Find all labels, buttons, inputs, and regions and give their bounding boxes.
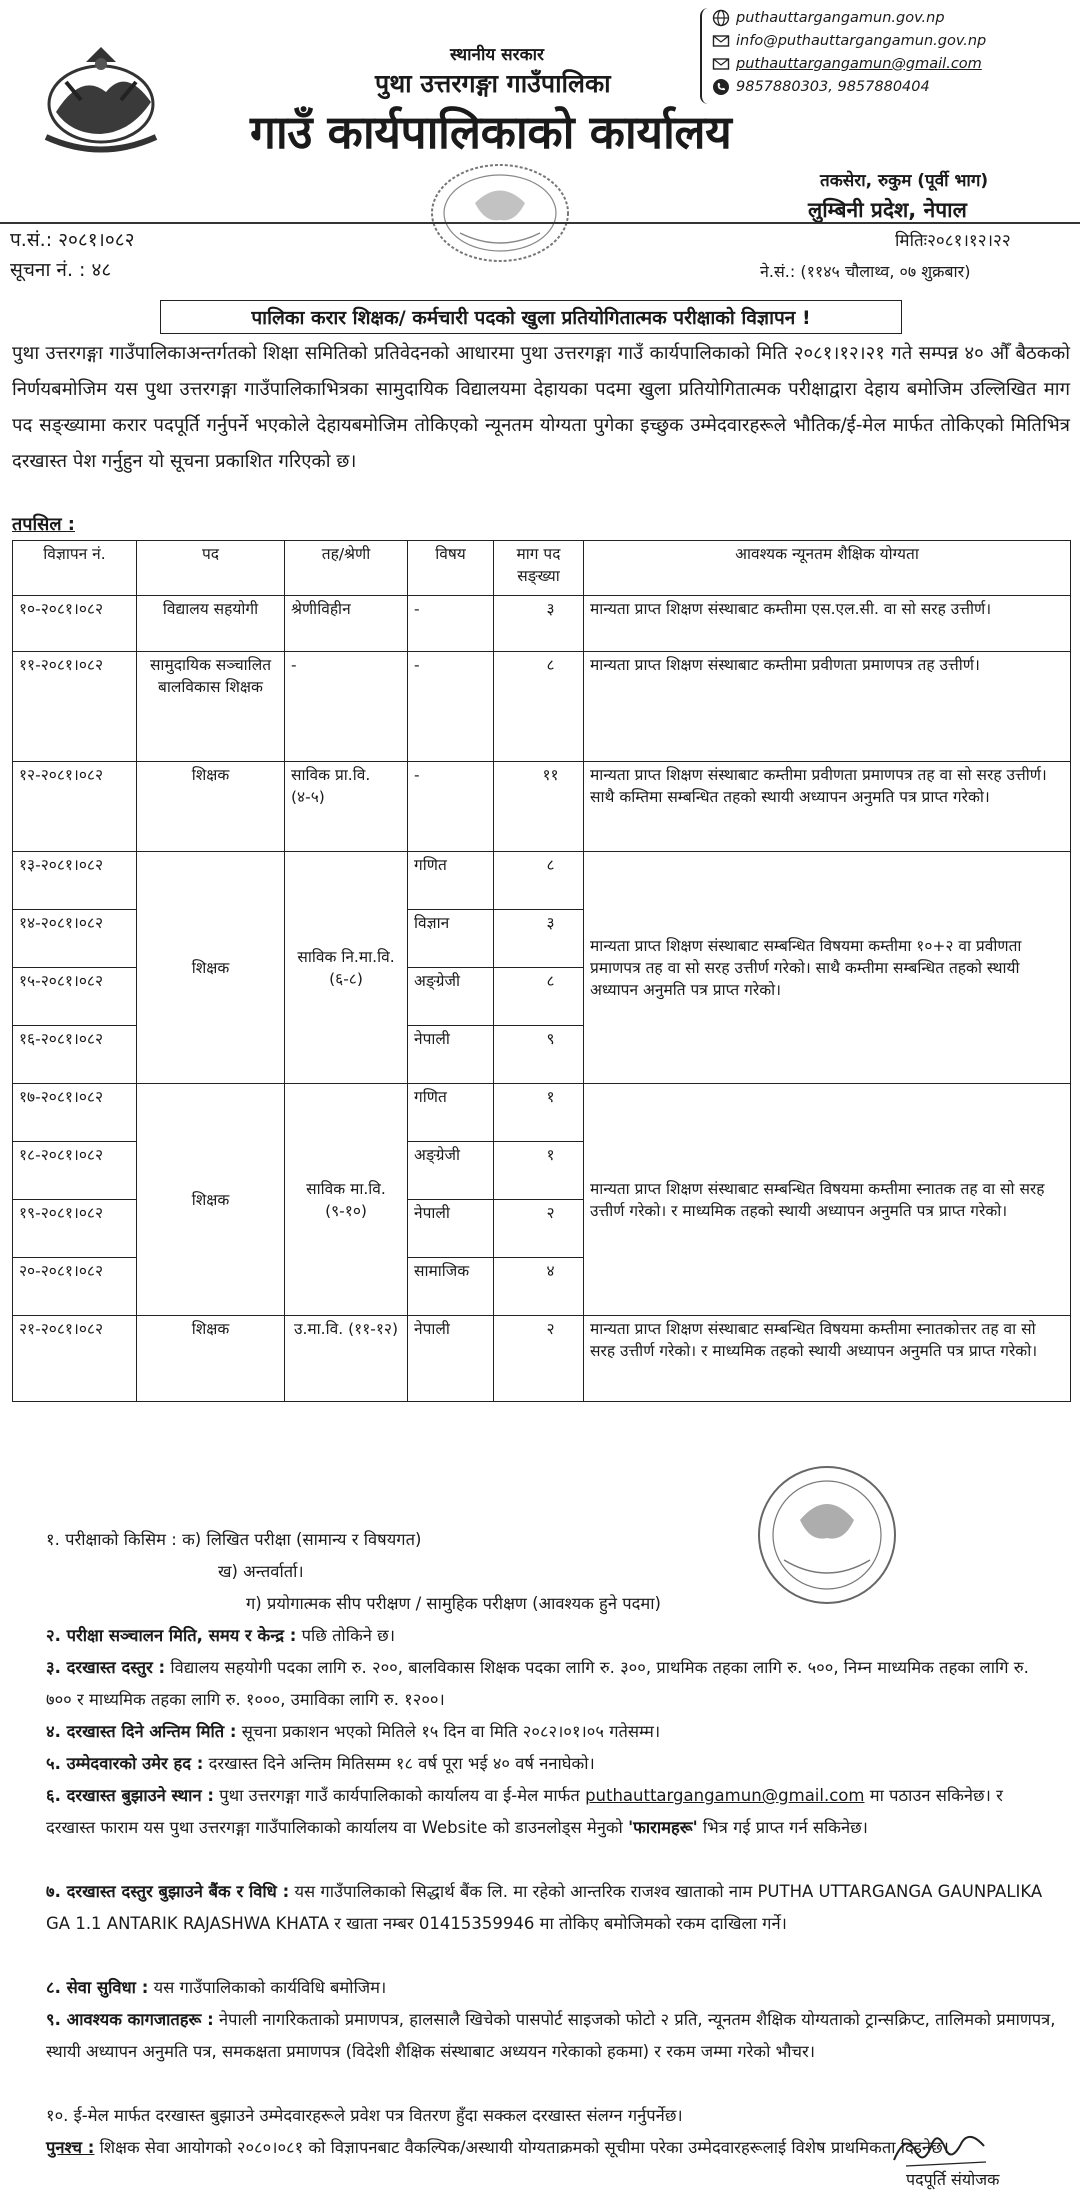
header-level: तह/श्रेणी <box>285 541 408 596</box>
term-6-label: ६. दरखास्त बुझाउने स्थान : <box>46 1786 214 1805</box>
email-gmail-text[interactable]: puthauttargangamun@gmail.com <box>736 55 982 72</box>
term-8-label: ८. सेवा सुविधा : <box>46 1978 149 1997</box>
term-5 <box>46 1748 1056 1780</box>
term-6-text-3: भित्र गई प्राप्त गर्न सकिनेछ। <box>702 1818 868 1837</box>
term-2 <box>46 1620 1056 1652</box>
term-6-text: पुथा उत्तरगङ्गा गाउँ कार्यपालिकाको कार्यालय वा ई-मेल मार्फत <box>219 1786 580 1805</box>
subject-cell: नेपाली <box>408 1316 494 1402</box>
term-2-label: २. परीक्षा सञ्चालन मिति, समय र केन्द्र : <box>46 1626 297 1645</box>
signature-icon <box>886 2122 996 2172</box>
subject-cell: नेपाली <box>408 1200 494 1258</box>
qualification-cell: मान्यता प्राप्त शिक्षण संस्थाबाट सम्बन्धित विषयमा कम्तीमा स्नातक तह वा सो सरह उत्तीर्ण गरेको। र माध्यमिक तहको स्थायी अध्यापन अनुमति पत्र प्राप्त गरेको। <box>584 1084 1071 1316</box>
email-official-text[interactable]: info@puthauttargangamun.gov.np <box>736 32 987 49</box>
schedule-label: तपसिल : <box>12 514 75 535</box>
term-1-c: ग) प्रयोगात्मक सीप परीक्षण / सामुहिक परीक्षण (आवश्यक हुने पदमा) <box>246 1594 661 1613</box>
header-qualification: आवश्यक न्यूनतम शैक्षिक योग्यता <box>584 541 1071 596</box>
mail-icon <box>712 55 730 73</box>
post-cell: सामुदायिक सञ्चालित बालविकास शिक्षक <box>137 652 285 762</box>
demand-cell: ८ <box>494 852 584 910</box>
post-cell: विद्यालय सहयोगी <box>137 596 285 652</box>
demand-cell: ८ <box>494 968 584 1026</box>
demand-cell: ९ <box>494 1026 584 1084</box>
phone-line <box>712 75 1062 98</box>
phone-icon <box>712 78 730 96</box>
term-6-email[interactable]: puthauttargangamun@gmail.com <box>585 1786 865 1805</box>
level-cell: - <box>285 652 408 762</box>
table-row <box>13 1084 1071 1142</box>
term-1-a: क) लिखित परीक्षा (सामान्य र विषयगत) <box>182 1530 422 1549</box>
vacancy-table <box>12 540 1071 1402</box>
ad-number: १२-२०८१।०८२ <box>13 762 137 852</box>
demand-cell: २ <box>494 1316 584 1402</box>
subject-cell: अङ्ग्रेजी <box>408 1142 494 1200</box>
header-subject: विषय <box>408 541 494 596</box>
table-row <box>13 852 1071 910</box>
term-6-text-2: मा पठाउन सकिनेछ। र दरखास्त फाराम यस पुथा उत्तरगङ्गा गाउँपालिकाको कार्यालय वा Website को डाउनलोड्स मेनुको <box>46 1786 1003 1837</box>
term-10: १०. ई-मेल मार्फत दरखास्त बुझाउने उम्मेदवारहरूले प्रवेश पत्र वितरण हुँदा सक्कल दरखास्त संलग्न गर्नुपर्नेछ। <box>46 2106 683 2125</box>
office-stamp-icon <box>425 158 575 268</box>
phone-text[interactable]: 9857880303, 9857880404 <box>736 78 930 95</box>
qualification-cell: मान्यता प्राप्त शिक्षण संस्थाबाट कम्तीमा प्रवीणता प्रमाणपत्र तह वा सो सरह उत्तीर्ण। साथै कम्तिमा सम्बन्धित तहको स्थायी अध्यापन अनुमति पत्र प्राप्त गरेको। <box>584 762 1071 852</box>
ad-number: ११-२०८१।०८२ <box>13 652 137 762</box>
qualification-cell: मान्यता प्राप्त शिक्षण संस्थाबाट सम्बन्धित विषयमा कम्तीमा स्नातकोत्तर तह वा सो सरह उत्तीर्ण गरेको। र माध्यमिक तहको स्थायी अध्यापन अनुमति पत्र प्राप्त गरेको। <box>584 1316 1071 1402</box>
term-6-forms-menu: 'फारामहरू' <box>628 1818 698 1837</box>
post-cell: शिक्षक <box>137 852 285 1084</box>
office-title: गाउँ कार्यपालिकाको कार्यालय <box>250 105 732 159</box>
subject-cell: गणित <box>408 1084 494 1142</box>
table-row <box>13 762 1071 852</box>
level-cell: श्रेणीविहीन <box>285 596 408 652</box>
demand-cell: ११ <box>494 762 584 852</box>
ad-number: २०-२०८१।०८२ <box>13 1258 137 1316</box>
ad-number: १३-२०८१।०८२ <box>13 852 137 910</box>
header-ad-no: विज्ञापन नं. <box>13 541 137 596</box>
contact-block <box>712 6 1062 98</box>
table-row <box>13 652 1071 762</box>
municipality-name: पुथा उत्तरगङ्गा गाउँपालिका <box>375 69 611 98</box>
demand-cell: २ <box>494 1200 584 1258</box>
demand-cell: ४ <box>494 1258 584 1316</box>
demand-cell: १ <box>494 1142 584 1200</box>
term-7 <box>46 1876 1056 1940</box>
qualification-cell: मान्यता प्राप्त शिक्षण संस्थाबाट सम्बन्धित विषयमा कम्तीमा १०+२ वा प्रवीणता प्रमाणपत्र तह वा सो सरह उत्तीर्ण गरेको। साथै कम्तीमा सम्बन्धित तहको स्थायी अध्यापन अनुमति पत्र प्राप्त गरेको। <box>584 852 1071 1084</box>
term-7-label: ७. दरखास्त दस्तुर बुझाउने बैंक र विधि : <box>46 1882 290 1901</box>
level-cell: साविक प्रा.वि. (४-५) <box>285 762 408 852</box>
notice-date: मितिः२०८१।१२।२२ <box>895 231 1011 251</box>
post-cell: शिक्षक <box>137 1316 285 1402</box>
demand-cell: १ <box>494 1084 584 1142</box>
ad-number: १७-२०८१।०८२ <box>13 1084 137 1142</box>
email-official-line <box>712 29 1062 52</box>
subject-cell: - <box>408 762 494 852</box>
email-gmail-line <box>712 52 1062 75</box>
term-1 <box>46 1524 1056 1556</box>
term-9-text: नेपाली नागरिकताको प्रमाणपत्र, हालसालै खिचेको पासपोर्ट साइजको फोटो २ प्रति, न्यूनतम शैक्षिक योग्यताको ट्रान्सक्रिप्ट, तालिमको प्रमाणपत्र, स्थायी अध्यापन अनुमति पत्र, समकक्षता प्रमाणपत्र (विदेशी शैक्षिक संस्थाबाट अध्ययन गरेकाको हकमा) र रकम जम्मा गरेको भौचर। <box>46 2010 1056 2061</box>
postscript-label: पुनश्च : <box>46 2138 95 2157</box>
demand-cell: ८ <box>494 652 584 762</box>
term-9 <box>46 2004 1056 2068</box>
post-cell: शिक्षक <box>137 1084 285 1316</box>
province-line: लुम्बिनी प्रदेश, नेपाल <box>808 198 967 222</box>
postscript-text: शिक्षक सेवा आयोगको २०८०।०८१ को विज्ञापनबाट वैकल्पिक/अस्थायी योग्यताक्रमको सूचीमा परेका उम्मेदवारहरूलाई विशेष प्राथमिकता दिइनेछ। <box>99 2138 949 2157</box>
term-1-label: १. परीक्षाको किसिम : <box>46 1530 177 1549</box>
level-cell: उ.मा.वि. (११-१२) <box>285 1316 408 1402</box>
term-5-label: ५. उम्मेदवारको उमेर हद : <box>46 1754 204 1773</box>
signatory-role: पदपूर्ति संयोजक <box>906 2170 1000 2189</box>
term-9-label: ९. आवश्यक कागजातहरू : <box>46 2010 214 2029</box>
term-5-text: दरखास्त दिने अन्तिम मितिसम्म १८ वर्ष पूरा भई ४० वर्ष ननाघेको। <box>208 1754 595 1773</box>
ad-number: १८-२०८१।०८२ <box>13 1142 137 1200</box>
globe-icon <box>712 9 730 27</box>
address-line: तकसेरा, रुकुम (पूर्वी भाग) <box>820 171 989 191</box>
term-8 <box>46 1972 1056 2004</box>
notice-intro: पुथा उत्तरगङ्गा गाउँपालिकाअन्तर्गतको शिक्षा समितिको प्रतिवेदनको आधारमा पुथा उत्तरगङ्गा गाउँ कार्यपालिकाको मिति २०८१।१२।२१ गते सम्पन्न ४० औँ बैठकको निर्णयबमोजिम यस पुथा उत्तरगङ्गा गाउँपालिकाभित्रका सामुदायिक विद्यालयमा देहायका पदमा खुला प्रतियोगितात्मक परीक्षाद्वारा देहाय बमोजिम उल्लिखित माग पद सङ्ख्यामा करार पदपूर्ति गर्नुपर्ने भएकोले देहायबमोजिम तोकिएको न्यूनतम योग्यता पुगेका इच्छुक उम्मेदवारहरूले भौतिक/ई-मेल मार्फत तोकिएको मितिभित्र दरखास्त पेश गर्नुहुन यो सूचना प्रकाशित गरिएको छ। <box>12 343 1070 472</box>
website-line <box>712 6 1062 29</box>
ad-number: २१-२०८१।०८२ <box>13 1316 137 1402</box>
header-divider <box>0 222 1080 224</box>
mail-icon <box>712 32 730 50</box>
term-7-text: यस गाउँपालिकाको सिद्धार्थ बैंक लि. मा रहेको आन्तरिक राजश्व खाताको नाम PUTHA UTTARGANGA GAUNPALIKA GA 1.1 ANTARIK RAJASHWA KHATA र खाता नम्बर 01415359946 मा तोकिए बमोजिमको रकम दाखिला गर्ने। <box>46 1882 1043 1933</box>
nepal-emblem-icon <box>26 42 176 162</box>
table-row <box>13 1316 1071 1402</box>
ad-number: १९-२०८१।०८२ <box>13 1200 137 1258</box>
ad-number: १०-२०८१।०८२ <box>13 596 137 652</box>
qualification-cell: मान्यता प्राप्त शिक्षण संस्थाबाट कम्तीमा एस.एल.सी. वा सो सरह उत्तीर्ण। <box>584 596 1071 652</box>
subject-cell: - <box>408 652 494 762</box>
local-government-label: स्थानीय सरकार <box>450 45 545 65</box>
subject-cell: - <box>408 596 494 652</box>
table-header-row <box>13 541 1071 596</box>
qualification-cell: मान्यता प्राप्त शिक्षण संस्थाबाट कम्तीमा प्रवीणता प्रमाणपत्र तह उत्तीर्ण। <box>584 652 1071 762</box>
ad-number: १६-२०८१।०८२ <box>13 1026 137 1084</box>
reference-number: प.सं.: २०८१।०८२ <box>10 229 135 251</box>
term-3 <box>46 1652 1056 1716</box>
header-demand: माग पद सङ्ख्या <box>494 541 584 596</box>
subject-cell: विज्ञान <box>408 910 494 968</box>
subject-cell: नेपाली <box>408 1026 494 1084</box>
post-cell: शिक्षक <box>137 762 285 852</box>
notice-heading: पालिका करार शिक्षक/ कर्मचारी पदको खुला प्रतियोगितात्मक परीक्षाको विज्ञापन ! <box>160 300 902 334</box>
subject-cell: सामाजिक <box>408 1258 494 1316</box>
term-8-text: यस गाउँपालिकाको कार्यविधि बमोजिम। <box>153 1978 387 1997</box>
term-4-label: ४. दरखास्त दिने अन्तिम मिति : <box>46 1722 237 1741</box>
level-cell: साविक मा.वि. (९-१०) <box>285 1084 408 1316</box>
table-row <box>13 596 1071 652</box>
demand-cell: ३ <box>494 910 584 968</box>
term-3-text: विद्यालय सहयोगी पदका लागि रु. २००, बालविकास शिक्षक पदका लागि रु. ३००, प्राथमिक तहका लागि रु. ५००, निम्न माध्यमिक तहका लागि रु. ७०० र माध्यमिक तहका लागि रु. १०००, उमाविका लागि रु. १२००। <box>46 1658 1029 1709</box>
demand-cell: ३ <box>494 596 584 652</box>
term-3-label: ३. दरखास्त दस्तुर : <box>46 1658 166 1677</box>
header-post: पद <box>137 541 285 596</box>
notice-number: सूचना नं. : ४८ <box>10 259 112 281</box>
ad-number: १४-२०८१।०८२ <box>13 910 137 968</box>
ad-number: १५-२०८१।०८२ <box>13 968 137 1026</box>
term-6 <box>46 1780 1056 1844</box>
subject-cell: गणित <box>408 852 494 910</box>
term-4-text: सूचना प्रकाशन भएको मितिले १५ दिन वा मिति २०८२।०१।०५ गतेसम्म। <box>241 1722 661 1741</box>
level-cell: साविक नि.मा.वि. (६-८) <box>285 852 408 1084</box>
nepal-sambat-date: ने.सं.: (११४५ चौलाथ्व, ०७ शुक्रबार) <box>760 262 971 281</box>
term-1-b: ख) अन्तर्वार्ता। <box>218 1562 304 1581</box>
website-text[interactable]: puthauttargangamun.gov.np <box>736 9 945 26</box>
term-4 <box>46 1716 1056 1748</box>
term-2-text: पछि तोकिने छ। <box>301 1626 395 1645</box>
subject-cell: अङ्ग्रेजी <box>408 968 494 1026</box>
